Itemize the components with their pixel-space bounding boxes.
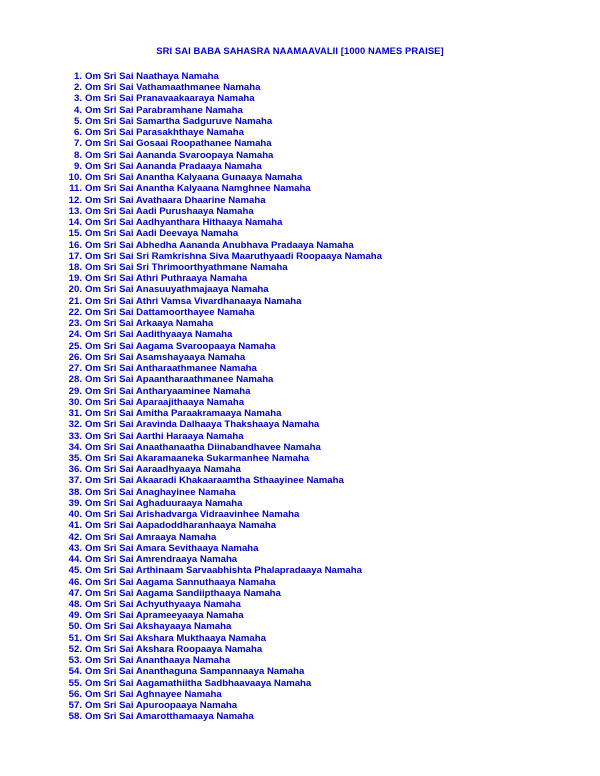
- list-item-number: 58.: [68, 711, 82, 723]
- list-item: [60, 127, 580, 138]
- list-item: [60, 105, 580, 116]
- list-item: [60, 711, 580, 722]
- list-item-number: 31.: [68, 408, 82, 420]
- list-item-text: Om Sri Sai Dattamoorthayee Namaha: [85, 306, 255, 318]
- list-item-text: Om Sri Sai Aananda Pradaaya Namaha: [85, 160, 262, 172]
- list-item: [60, 610, 580, 621]
- list-item: [60, 419, 580, 430]
- list-item: [60, 678, 580, 689]
- list-item: [60, 666, 580, 677]
- list-item-text: Om Sri Sai Ananthaguna Sampannaaya Namaha: [85, 666, 305, 678]
- list-item: [60, 150, 580, 161]
- list-item-number: 52.: [68, 643, 82, 655]
- list-item: [60, 284, 580, 295]
- list-item-number: 46.: [68, 576, 82, 588]
- list-item-number: 35.: [68, 452, 82, 464]
- list-item-text: Om Sri Sai Antharyaaminee Namaha: [85, 385, 251, 397]
- list-item-text: Om Sri Sai Aadithyaaya Namaha: [85, 329, 233, 341]
- list-item-text: Om Sri Sai Athri Puthraaya Namaha: [85, 273, 248, 285]
- list-item-text: Om Sri Sai Gosaai Roopathanee Namaha: [85, 138, 272, 150]
- list-item-number: 11.: [69, 183, 82, 195]
- list-item-text: Om Sri Sai Avathaara Dhaarine Namaha: [85, 194, 266, 206]
- list-item-number: 3.: [73, 93, 82, 105]
- list-item: [60, 700, 580, 711]
- list-item-text: Om Sri Sai Ananthaaya Namaha: [85, 655, 231, 667]
- list-item-text: Om Sri Sai Aapadoddharanhaaya Namaha: [85, 520, 277, 532]
- list-item-number: 6.: [73, 127, 82, 139]
- list-item: [60, 318, 580, 329]
- list-item: [60, 296, 580, 307]
- list-item-text: Om Sri Sai Aagama Svaroopaaya Namaha: [85, 340, 276, 352]
- list-item-number: 47.: [68, 587, 82, 599]
- list-item: [60, 374, 580, 385]
- list-item: [60, 565, 580, 576]
- list-item: [60, 195, 580, 206]
- list-item-number: 15.: [68, 228, 82, 240]
- list-item: [60, 397, 580, 408]
- list-item: [60, 329, 580, 340]
- list-item-number: 1.: [73, 71, 82, 82]
- list-item-number: 33.: [68, 430, 82, 442]
- list-item-text: Om Sri Sai Amara Sevithaaya Namaha: [85, 542, 259, 554]
- list-item-number: 41.: [68, 520, 82, 532]
- list-item-text: Om Sri Sai Apaantharaathmanee Namaha: [85, 374, 274, 386]
- list-item: [60, 509, 580, 520]
- list-item: [60, 588, 580, 599]
- list-item-text: Om Sri Sai Aananda Svaroopaya Namaha: [85, 149, 274, 161]
- list-item-number: 56.: [68, 688, 82, 700]
- list-item: [60, 161, 580, 172]
- list-item-number: 13.: [68, 205, 82, 217]
- list-item: [60, 408, 580, 419]
- list-item-number: 16.: [68, 239, 82, 251]
- list-item-number: 27.: [68, 363, 82, 375]
- list-item: [60, 633, 580, 644]
- list-item: [60, 644, 580, 655]
- list-item-text: Om Sri Sai Aaraadhyaaya Namaha: [85, 464, 241, 476]
- list-item-number: 39.: [68, 497, 82, 509]
- list-item-number: 29.: [68, 385, 82, 397]
- list-item-text: Om Sri Sai Aadi Purushaaya Namaha: [85, 205, 254, 217]
- list-item-number: 12.: [68, 194, 82, 206]
- list-item-number: 43.: [68, 542, 82, 554]
- list-item-text: Om Sri Sai Athri Vamsa Vivardhanaaya Namaha: [85, 295, 302, 307]
- list-item: [60, 206, 580, 217]
- list-item-number: 21.: [68, 295, 82, 307]
- list-item-text: Om Sri Sai Anaghayinee Namaha: [85, 486, 236, 498]
- list-item: [60, 475, 580, 486]
- list-item-text: Om Sri Sai Arishadvarga Vidraavinhee Namaha: [85, 509, 300, 521]
- list-item: [60, 262, 580, 273]
- list-item-number: 26.: [68, 351, 82, 363]
- list-item: [60, 307, 580, 318]
- list-item-text: Om Sri Sai Achyuthyaaya Namaha: [85, 599, 241, 611]
- list-item: [60, 138, 580, 149]
- list-item-number: 25.: [68, 340, 82, 352]
- list-item-text: Om Sri Sai Anasuuyathmajaaya Namaha: [85, 284, 269, 296]
- list-item-text: Om Sri Sai Samartha Sadguruve Namaha: [85, 115, 273, 127]
- list-item-number: 2.: [73, 82, 82, 94]
- list-item-number: 42.: [68, 531, 82, 543]
- list-item: [60, 183, 580, 194]
- list-item: [60, 240, 580, 251]
- list-item-number: 18.: [68, 261, 82, 273]
- list-item-number: 24.: [68, 329, 82, 341]
- list-item: [60, 363, 580, 374]
- list-item-text: Om Sri Sai Abhedha Aananda Anubhava Pradaaya Namaha: [85, 239, 354, 251]
- list-item-number: 38.: [68, 486, 82, 498]
- list-item-text: Om Sri Sai Asamshayaaya Namaha: [85, 351, 246, 363]
- list-item-number: 8.: [73, 149, 82, 161]
- list-item-number: 9.: [73, 160, 82, 172]
- list-item-text: Om Sri Sai Aadhyanthara Hithaaya Namaha: [85, 217, 283, 229]
- document-title: SRI SAI BABA SAHASRA NAAMAAVALII [1000 NAMES PRAISE]: [156, 45, 444, 56]
- list-item: [60, 543, 580, 554]
- list-item-text: Om Sri Sai Akaramaaneka Sukarmanhee Namaha: [85, 452, 310, 464]
- list-item-number: 10.: [68, 172, 82, 184]
- list-item-number: 36.: [68, 464, 82, 476]
- list-item-number: 45.: [68, 565, 82, 577]
- list-item-text: Om Sri Sai Anantha Kalyaana Namghnee Namaha: [85, 183, 311, 195]
- list-item-text: Om Sri Sai Parabramhane Namaha: [85, 104, 243, 116]
- list-item: [60, 116, 580, 127]
- list-item: [60, 487, 580, 498]
- list-item-number: 53.: [68, 655, 82, 667]
- list-item: [60, 386, 580, 397]
- list-item-text: Om Sri Sai Sri Thrimoorthyathmane Namaha: [85, 261, 288, 273]
- list-item-text: Om Sri Sai Akaaradi Khakaaraamtha Sthaayinee Namaha: [85, 475, 344, 487]
- list-item-number: 30.: [68, 396, 82, 408]
- list-item-text: Om Sri Sai Vathamaathmanee Namaha: [85, 82, 261, 94]
- list-item: [60, 689, 580, 700]
- list-item-number: 20.: [68, 284, 82, 296]
- list-item: [60, 71, 580, 82]
- list-item-text: Om Sri Sai Parasakhthaye Namaha: [85, 127, 244, 139]
- names-list: [60, 71, 580, 723]
- list-item-number: 28.: [68, 374, 82, 386]
- list-item: [60, 352, 580, 363]
- list-item-text: Om Sri Sai Anaathanaatha Diinabandhavee Namaha: [85, 441, 321, 453]
- list-item-number: 7.: [73, 138, 82, 150]
- list-item: [60, 532, 580, 543]
- list-item-text: Om Sri Sai Akshayaaya Namaha: [85, 621, 232, 633]
- list-item-text: Om Sri Sai Anantha Kalyaana Gunaaya Namaha: [85, 172, 303, 184]
- list-item-text: Om Sri Sai Aparaajithaaya Namaha: [85, 396, 245, 408]
- list-item-text: Om Sri Sai Aghaduuraaya Namaha: [85, 497, 243, 509]
- list-item-text: Om Sri Sai Naathaya Namaha: [85, 71, 219, 82]
- list-item-text: Om Sri Sai Apuroopaaya Namaha: [85, 700, 238, 712]
- list-item: [60, 93, 580, 104]
- list-item: [60, 228, 580, 239]
- list-item-number: 54.: [68, 666, 82, 678]
- list-item-text: Om Sri Sai Pranavaakaaraya Namaha: [85, 93, 255, 105]
- list-item: [60, 453, 580, 464]
- list-item: [60, 599, 580, 610]
- list-item-text: Om Sri Sai Amitha Paraakramaaya Namaha: [85, 408, 282, 420]
- list-item-number: 57.: [68, 700, 82, 712]
- list-item-text: Om Sri Sai Aghnayee Namaha: [85, 688, 222, 700]
- list-item: [60, 431, 580, 442]
- list-item-number: 49.: [68, 610, 82, 622]
- list-item-text: Om Sri Sai Amrendraaya Namaha: [85, 554, 238, 566]
- list-item: [60, 554, 580, 565]
- list-item: [60, 498, 580, 509]
- list-item-number: 40.: [68, 509, 82, 521]
- list-item-number: 50.: [68, 621, 82, 633]
- list-item: [60, 442, 580, 453]
- list-item-text: Om Sri Sai Aarthi Haraaya Namaha: [85, 430, 244, 442]
- list-item-number: 34.: [68, 441, 82, 453]
- list-item-text: Om Sri Sai Antharaathmanee Namaha: [85, 363, 257, 375]
- list-item-number: 22.: [68, 306, 82, 318]
- list-item: [60, 520, 580, 531]
- list-item-number: 51.: [68, 632, 82, 644]
- list-item-text: Om Sri Sai Aagama Sannuthaaya Namaha: [85, 576, 276, 588]
- list-item-text: Om Sri Sai Aadi Deevaya Namaha: [85, 228, 239, 240]
- list-item-text: Om Sri Sai Aagamathiitha Sadbhaavaaya Namaha: [85, 677, 312, 689]
- list-item-number: 48.: [68, 599, 82, 611]
- list-item: [60, 251, 580, 262]
- list-item-text: Om Sri Sai Akshara Roopaaya Namaha: [85, 643, 263, 655]
- list-item-text: Om Sri Sai Arthinaam Sarvaabhishta Phalapradaaya Namaha: [85, 565, 362, 577]
- list-item-number: 37.: [68, 475, 82, 487]
- list-item-number: 14.: [68, 217, 82, 229]
- list-item-text: Om Sri Sai Arkaaya Namaha: [85, 318, 214, 330]
- list-item-text: Om Sri Sai Aravinda Dalhaaya Thakshaaya Namaha: [85, 419, 320, 431]
- list-item-number: 4.: [73, 104, 82, 116]
- list-item: [60, 217, 580, 228]
- list-item-number: 17.: [68, 250, 82, 262]
- list-item: [60, 273, 580, 284]
- list-item-number: 32.: [68, 419, 82, 431]
- list-item-number: 55.: [68, 677, 82, 689]
- list-item-number: 19.: [68, 273, 82, 285]
- list-item-number: 5.: [73, 115, 82, 127]
- list-item: [60, 577, 580, 588]
- list-item: [60, 621, 580, 632]
- list-item-text: Om Sri Sai Aprameeyaaya Namaha: [85, 610, 244, 622]
- list-item-text: Om Sri Sai Sri Ramkrishna Siva Maaruthyaadi Roopaaya Namaha: [85, 250, 382, 262]
- list-item-text: Om Sri Sai Akshara Mukthaaya Namaha: [85, 632, 266, 644]
- list-item-text: Om Sri Sai Amarotthamaaya Namaha: [85, 711, 254, 723]
- list-item: [60, 82, 580, 93]
- list-item: [60, 464, 580, 475]
- list-item-text: Om Sri Sai Amraaya Namaha: [85, 531, 217, 543]
- list-item-number: 23.: [68, 318, 82, 330]
- list-item: [60, 172, 580, 183]
- list-item: [60, 341, 580, 352]
- list-item-number: 44.: [68, 554, 82, 566]
- list-item: [60, 655, 580, 666]
- list-item-text: Om Sri Sai Aagama Sandiipthaaya Namaha: [85, 587, 281, 599]
